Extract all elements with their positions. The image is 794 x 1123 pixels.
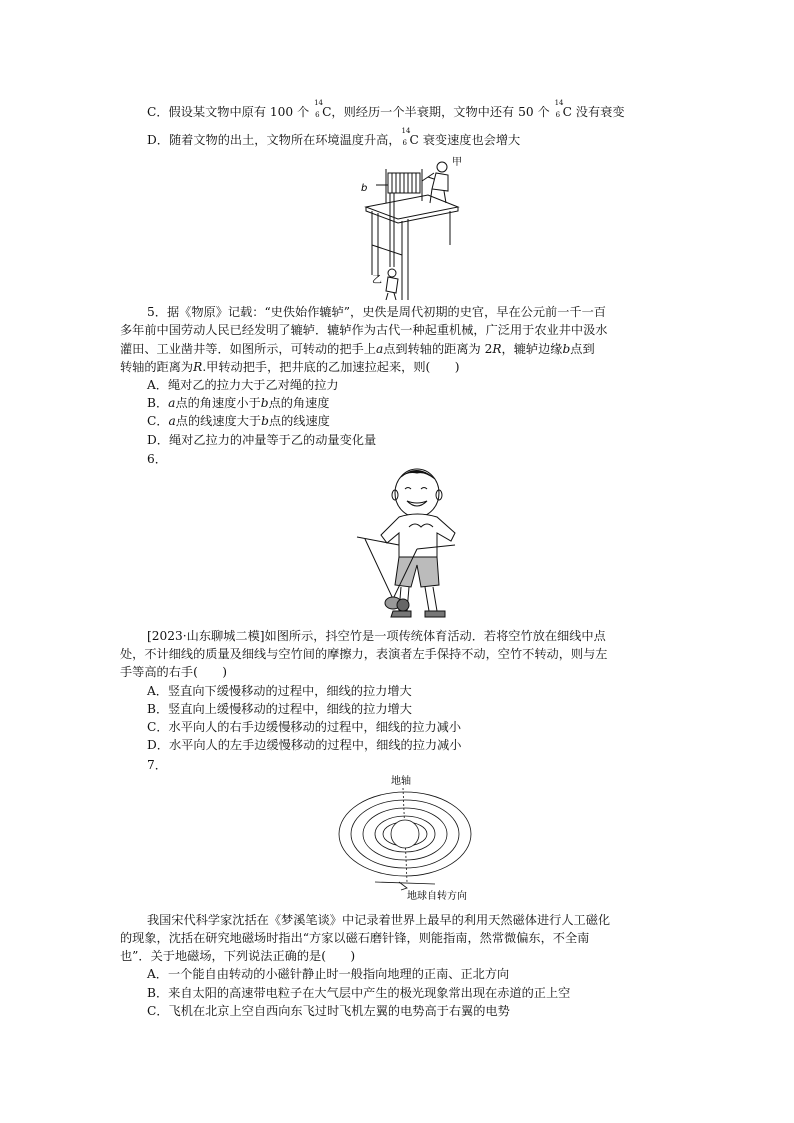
q5-opt-c-3: 点的线速度 bbox=[268, 414, 330, 428]
iso-mass: 14 bbox=[314, 99, 324, 107]
windlass-figure bbox=[358, 155, 468, 300]
q5-stem-4b: .甲转动把手，把井底的乙加速拉起来，则( ) bbox=[202, 360, 460, 374]
var-b: b bbox=[261, 414, 269, 428]
q5-option-d: D．绳对乙拉力的冲量等于乙的动量变化量 bbox=[147, 433, 377, 447]
q6-option-c: C．水平向人的右手边缓慢移动的过程中，细线的拉力减小 bbox=[147, 720, 462, 734]
iso-mass: 14 bbox=[401, 127, 411, 135]
var-R: R bbox=[193, 360, 203, 374]
q7-option-c: C．飞机在北京上空自西向东飞过时飞机左翼的电势高于右翼的电势 bbox=[147, 1004, 510, 1018]
q4-option-c-text-3: C 没有衰变 bbox=[562, 105, 625, 119]
q6-number: 6． bbox=[147, 452, 167, 466]
var-a: a bbox=[168, 414, 176, 428]
q5-opt-b-2: 点的角速度小于 bbox=[175, 396, 261, 410]
q5-option-b bbox=[147, 395, 330, 411]
q5-opt-b-3: 点的角速度 bbox=[268, 396, 330, 410]
iso-mass: 14 bbox=[554, 99, 564, 107]
q6-stem-line-3: 手等高的右手( ) bbox=[120, 665, 228, 679]
iso-num: 6 bbox=[555, 111, 561, 119]
q5-option-a: A．绳对乙的拉力大于乙对绳的拉力 bbox=[147, 378, 339, 392]
q5-stem-3d: 点到 bbox=[570, 342, 595, 356]
var-b: b bbox=[260, 396, 269, 410]
q4-option-d bbox=[147, 127, 521, 148]
iso-num: 6 bbox=[315, 111, 320, 119]
var-a: a bbox=[168, 396, 176, 410]
diabolo-figure bbox=[355, 465, 470, 625]
carbon14-isotope bbox=[401, 127, 411, 147]
q4-option-c-text-1: C．假设某文物中原有 100 个 bbox=[147, 105, 310, 119]
q7-option-a: A．一个能自由转动的小磁针静止时一般指向地理的正南、正北方向 bbox=[147, 967, 510, 981]
q5-opt-c-2: 点的线速度大于 bbox=[175, 414, 262, 428]
label-earth-axis: 地轴 bbox=[391, 776, 411, 787]
carbon14-isotope bbox=[554, 99, 564, 119]
label-rotation-direction: 地球自转方向 bbox=[407, 891, 467, 902]
q7-number: 7． bbox=[147, 758, 167, 772]
q7-stem-line-3: 也”．关于地磁场，下列说法正确的是( ) bbox=[120, 949, 356, 963]
var-a: a bbox=[375, 342, 384, 356]
q7-stem-line-2: 的现象，沈括在研究地磁场时指出“方家以磁石磨针锋，则能指南，然常微偏东，不全南 bbox=[120, 931, 590, 945]
q7-option-b: B．来自太阳的高速带电粒子在大气层中产生的极光现象常出现在赤道的正上空 bbox=[147, 986, 571, 1000]
q4-option-d-text-2: C 衰变速度也会增大 bbox=[409, 133, 521, 147]
q5-stem-4a: 转轴的距离为 bbox=[120, 360, 194, 374]
q4-option-c bbox=[147, 99, 625, 120]
label-jia: 甲 bbox=[452, 157, 462, 168]
q5-stem-3a: 灌田、工业凿井等．如图所示，可转动的把手上 bbox=[120, 342, 376, 356]
var-b: b bbox=[562, 342, 571, 356]
q4-option-c-text-2: C，则经历一个半衰期，文物中还有 50 个 bbox=[322, 105, 550, 119]
q5-stem-line-4 bbox=[120, 359, 459, 375]
label-yi: 乙 bbox=[372, 275, 382, 286]
q6-option-d: D．水平向人的左手边缓慢移动的过程中，细线的拉力减小 bbox=[147, 738, 462, 752]
q6-stem-line-1: [2023·山东聊城二模]如图所示，抖空竹是一项传统体育活动．若将空竹放在细线中点 bbox=[147, 629, 606, 643]
q5-opt-b-1: B． bbox=[147, 396, 169, 410]
q5-stem-3c: ，辘轳边缘 bbox=[501, 342, 563, 356]
q5-stem-line-1: 5．据《物原》记载：“史佚始作辘轳”，史佚是周代初期的史官，早在公元前一千一百 bbox=[147, 305, 606, 319]
carbon14-isotope bbox=[313, 99, 324, 119]
q5-opt-c-1: C． bbox=[147, 414, 169, 428]
q6-option-a: A．竖直向下缓慢移动的过程中，细线的拉力增大 bbox=[147, 684, 412, 698]
q5-stem-line-3 bbox=[120, 341, 595, 357]
q7-stem-line-1: 我国宋代科学家沈括在《梦溪笔谈》中记录着世界上最早的利用天然磁体进行人工磁化 bbox=[147, 913, 611, 927]
iso-num: 6 bbox=[402, 139, 407, 147]
q6-option-b: B．竖直向上缓慢移动的过程中，细线的拉力增大 bbox=[147, 702, 412, 716]
geomagnetic-field-figure bbox=[335, 772, 475, 902]
q6-stem-line-2: 处，不计细线的质量及细线与空竹间的摩擦力，表演者左手保持不动，空竹不转动，则与左 bbox=[120, 647, 608, 661]
q5-stem-line-2: 多年前中国劳动人民已经发明了辘轳．辘轳作为古代一种起重机械，广泛用于农业井中汲水 bbox=[120, 323, 608, 337]
q4-option-d-text-1: D．随着文物的出土，文物所在环境温度升高， bbox=[147, 133, 401, 147]
q5-stem-3b: 点到转轴的距离为 2 bbox=[383, 342, 493, 356]
label-b: b bbox=[361, 183, 368, 194]
q5-option-c bbox=[147, 413, 330, 429]
var-R: R bbox=[492, 342, 502, 356]
